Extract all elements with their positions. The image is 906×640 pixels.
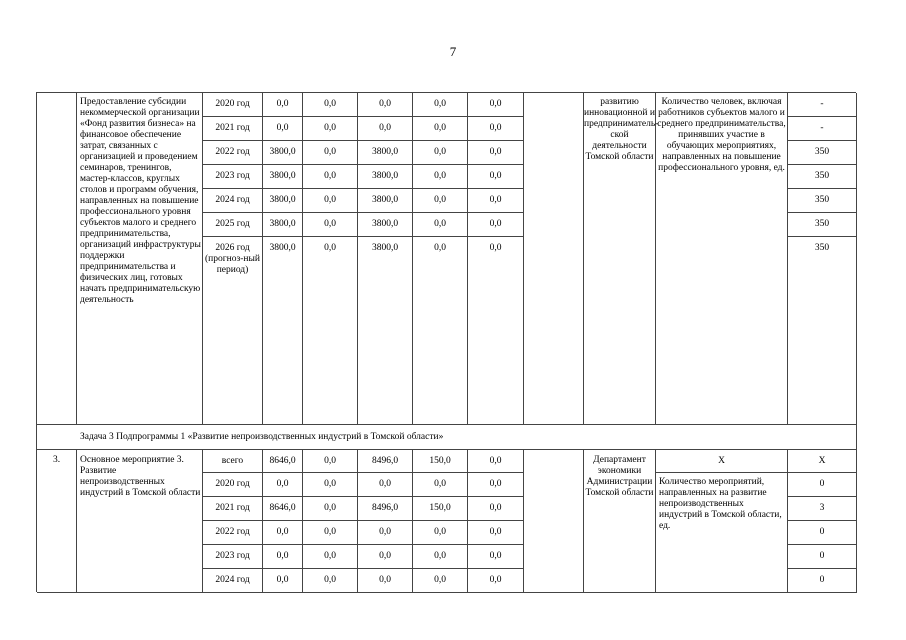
event-description: Основное мероприятие 3. Развитие непроизводственных индустрий в Томской области (77, 450, 203, 593)
extra-budget-cell: 0,0 (468, 473, 524, 497)
total-cell: 8646,0 (263, 497, 303, 521)
year-cell: всего (203, 450, 263, 473)
local-cell: 0,0 (413, 165, 468, 189)
year-cell: 2025 год (203, 213, 263, 237)
extra-budget-cell: 0,0 (468, 189, 524, 213)
year-cell: 2024 год (203, 569, 263, 593)
total-cell: 0,0 (263, 93, 303, 117)
local-cell: 0,0 (413, 141, 468, 165)
total-cell: 3800,0 (263, 141, 303, 165)
regional-cell: 0,0 (358, 569, 413, 593)
federal-cell: 0,0 (303, 521, 358, 545)
total-cell: 3800,0 (263, 189, 303, 213)
target-value-cell: 0 (788, 521, 857, 545)
year-cell: 2020 год (203, 93, 263, 117)
row-number-cell: 3. (37, 450, 77, 593)
total-cell: 3800,0 (263, 165, 303, 189)
regional-cell: 8496,0 (358, 450, 413, 473)
local-cell: 150,0 (413, 497, 468, 521)
local-cell: 0,0 (413, 569, 468, 593)
local-cell: 0,0 (413, 473, 468, 497)
local-cell: 0,0 (413, 237, 468, 425)
regional-cell: 8496,0 (358, 497, 413, 521)
target-value-cell: 350 (788, 189, 857, 213)
event-description: Предоставление субсидии некоммерческой организации «Фонд развития бизнеса» на финансовое обеспечение затрат, связанных с организацией и проведением семинаров, тренингов, мастер-классов, круглых столов и программ обучения, направленных на повышение профессионального уровня субъектов малого и среднего предпринимательства, организаций инфраструктуры поддержки предпринимательства и физических лиц, готовых начать предпринимательскую деятельность (77, 93, 203, 425)
target-value-cell: 0 (788, 473, 857, 497)
extra-budget-cell: 0,0 (468, 237, 524, 425)
year-cell: 2024 год (203, 189, 263, 213)
extra-budget-cell: 0,0 (468, 521, 524, 545)
federal-cell: 0,0 (303, 473, 358, 497)
total-cell: 3800,0 (263, 213, 303, 237)
regional-cell: 0,0 (358, 521, 413, 545)
federal-cell: 0,0 (303, 237, 358, 425)
executor-cell: Департамент экономики Администрации Томской области (584, 450, 656, 593)
program-table (36, 92, 856, 592)
year-cell: 2022 год (203, 521, 263, 545)
federal-cell: 0,0 (303, 165, 358, 189)
regional-cell: 0,0 (358, 545, 413, 569)
target-value-cell: 350 (788, 213, 857, 237)
federal-cell: 0,0 (303, 450, 358, 473)
total-cell: 0,0 (263, 473, 303, 497)
target-value-cell: 350 (788, 165, 857, 189)
extra-budget-cell: 0,0 (468, 545, 524, 569)
target-value-cell: - (788, 117, 857, 141)
spacer-cell (524, 450, 584, 593)
federal-cell: 0,0 (303, 569, 358, 593)
target-value-cell: 0 (788, 569, 857, 593)
regional-cell: 3800,0 (358, 165, 413, 189)
regional-cell: 0,0 (358, 117, 413, 141)
task-row: Задача 3 Подпрограммы 1 «Развитие непроизводственных индустрий в Томской области» (37, 425, 857, 450)
federal-cell: 0,0 (303, 497, 358, 521)
extra-budget-cell: 0,0 (468, 165, 524, 189)
local-cell: 150,0 (413, 450, 468, 473)
extra-budget-cell: 0,0 (468, 569, 524, 593)
regional-cell: 3800,0 (358, 189, 413, 213)
federal-cell: 0,0 (303, 213, 358, 237)
indicator-header-cell: Х (656, 450, 788, 473)
indicator-cell: Количество мероприятий, направленных на развитие непроизводственных индустрий в Томской области, ед. (656, 473, 788, 593)
extra-budget-cell: 0,0 (468, 450, 524, 473)
total-cell: 0,0 (263, 545, 303, 569)
regional-cell: 3800,0 (358, 213, 413, 237)
extra-budget-cell: 0,0 (468, 213, 524, 237)
extra-budget-cell: 0,0 (468, 141, 524, 165)
executor-cell: развитию инновационной и предприниматель-ской деятельности Томской области (584, 93, 656, 425)
regional-cell: 0,0 (358, 93, 413, 117)
year-cell: 2023 год (203, 545, 263, 569)
page-number: 7 (449, 44, 457, 59)
total-cell: 3800,0 (263, 237, 303, 425)
target-value-cell: - (788, 93, 857, 117)
spacer-cell (524, 93, 584, 425)
extra-budget-cell: 0,0 (468, 497, 524, 521)
extra-budget-cell: 0,0 (468, 93, 524, 117)
federal-cell: 0,0 (303, 117, 358, 141)
total-cell: 8646,0 (263, 450, 303, 473)
federal-cell: 0,0 (303, 141, 358, 165)
federal-cell: 0,0 (303, 545, 358, 569)
total-cell: 0,0 (263, 117, 303, 141)
local-cell: 0,0 (413, 93, 468, 117)
regional-cell: 3800,0 (358, 141, 413, 165)
year-cell: 2026 год (прогноз-ный период) (203, 237, 263, 425)
regional-cell: 3800,0 (358, 237, 413, 425)
regional-cell: 0,0 (358, 473, 413, 497)
year-cell: 2023 год (203, 165, 263, 189)
federal-cell: 0,0 (303, 189, 358, 213)
year-cell: 2021 год (203, 117, 263, 141)
row-number-cell (37, 93, 77, 425)
target-value-cell: Х (788, 450, 857, 473)
target-value-cell: 350 (788, 237, 857, 425)
total-cell: 0,0 (263, 569, 303, 593)
year-cell: 2020 год (203, 473, 263, 497)
local-cell: 0,0 (413, 545, 468, 569)
target-value-cell: 3 (788, 497, 857, 521)
extra-budget-cell: 0,0 (468, 117, 524, 141)
local-cell: 0,0 (413, 117, 468, 141)
indicator-cell: Количество человек, включая работников субъектов малого и среднего предпринимательства, принявших участие в обучающих мероприятиях, направленных на повышение профессионального уровня, ед. (656, 93, 788, 425)
year-cell: 2022 год (203, 141, 263, 165)
total-cell: 0,0 (263, 521, 303, 545)
year-cell: 2021 год (203, 497, 263, 521)
local-cell: 0,0 (413, 213, 468, 237)
federal-cell: 0,0 (303, 93, 358, 117)
target-value-cell: 0 (788, 545, 857, 569)
local-cell: 0,0 (413, 521, 468, 545)
target-value-cell: 350 (788, 141, 857, 165)
local-cell: 0,0 (413, 189, 468, 213)
